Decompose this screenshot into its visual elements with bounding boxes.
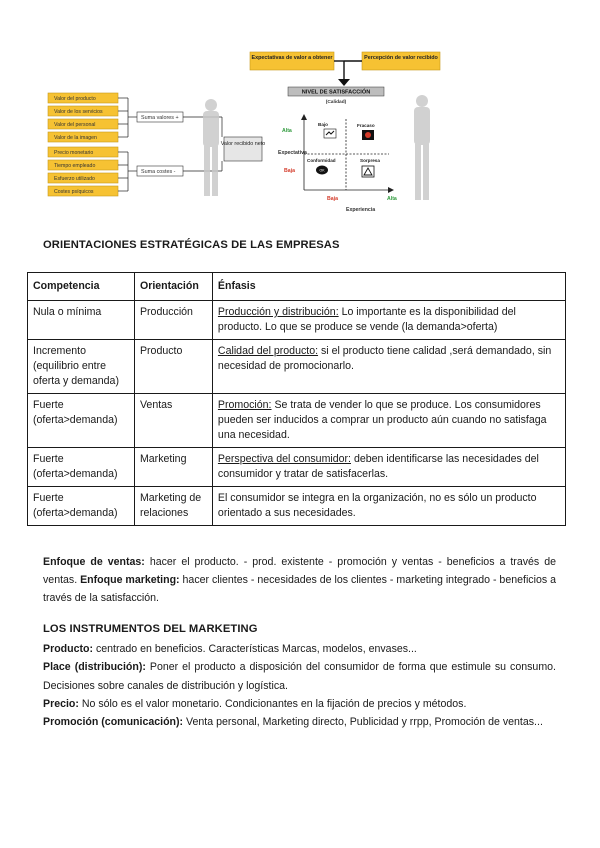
cell-enfasis (212, 301, 565, 340)
section-heading-orientations: ORIENTACIONES ESTRATÉGICAS DE LAS EMPRESAS (43, 239, 340, 251)
quality-label: (Calidad) (325, 100, 347, 105)
cost-item: Tiempo empleado (54, 163, 96, 169)
cell-enfasis (212, 448, 565, 487)
emphasis-text: deben identificarse las necesidades del consumidor y tratar de satisfacerlas. (217, 453, 539, 480)
cell-orientacion: Producto (134, 340, 212, 394)
x-low-label: Baja (327, 196, 338, 202)
cell-enfasis (212, 394, 565, 448)
list-item (43, 695, 556, 713)
instrument-label: Promoción (comunicación): (43, 716, 184, 729)
net-value-box: Valor recibido neto (220, 141, 266, 147)
cell-enfasis (212, 487, 565, 526)
cost-item: Esfuerzo utilizado (54, 176, 95, 182)
failure-icon (362, 130, 374, 140)
cell-orientacion: Producción (134, 301, 212, 340)
emphasis-title: Calidad del producto: (217, 345, 319, 357)
person-silhouette-icon (414, 95, 430, 200)
instruments-list (43, 640, 556, 731)
quadrant-bl: Conformidad (307, 158, 336, 163)
quadrant-br: Sorpresa (360, 158, 380, 163)
svg-text:OK: OK (319, 168, 325, 173)
x-high-label: Alta (387, 196, 397, 202)
instrument-label: Producto: (43, 643, 94, 655)
quadrant-tl: Bajo (318, 122, 328, 127)
section-heading-instruments: LOS INSTRUMENTOS DEL MARKETING (43, 623, 258, 635)
column-header: Énfasis (212, 273, 565, 301)
emphasis-title: Promoción: (217, 399, 272, 411)
cell-competencia: Incremento (equilibrio entre oferta y demanda) (28, 340, 135, 394)
column-header: Competencia (28, 273, 135, 301)
perception-box: Percepción de valor recibido (364, 55, 438, 61)
value-boxes (48, 93, 118, 196)
marketing-approach-label: Enfoque marketing: (80, 574, 180, 586)
cell-competencia: Nula o mínima (28, 301, 135, 340)
cost-item: Precio monetario (54, 150, 94, 156)
column-header: Orientación (134, 273, 212, 301)
cell-competencia: Fuerte (oferta>demanda) (28, 448, 135, 487)
expectations-box: Expectativas de valor a obtener (251, 55, 333, 61)
instrument-text: centrado en beneficios. Características Marcas, modelos, envases... (93, 643, 417, 655)
satisfaction-diagram (44, 49, 442, 214)
sum-values-box: Suma valores + (141, 115, 179, 121)
handshake-icon (324, 129, 336, 138)
cell-orientacion: Marketing (134, 448, 212, 487)
approaches-paragraph (43, 553, 556, 607)
table-header-row (28, 273, 566, 301)
list-item (43, 640, 556, 658)
emphasis-text: si el producto tiene calidad ,será demandado, sin necesidad de promocionarlo. (217, 345, 552, 372)
y-low-label: Baja (284, 168, 295, 174)
emphasis-text: Lo importante es la disponibilidad del producto. Lo que se produce se vende (la demanda>oferta) (217, 306, 516, 333)
emphasis-text: El consumidor se integra en la organización, no es sólo un producto orientado a sus necesidades. (217, 492, 537, 519)
x-axis-label: Experiencia (346, 207, 376, 213)
satisfaction-level-title: NIVEL DE SATISFACCIÓN (301, 89, 371, 96)
conformity-icon (316, 166, 328, 175)
quadrant-icons (316, 129, 374, 177)
person-silhouette-icon (203, 99, 219, 196)
instrument-text: Poner el producto a disposición del consumidor de forma que estimule su consumo. Decisiones sobre canales de distribución y logística. (43, 661, 556, 692)
orientations-table (27, 272, 566, 526)
sales-approach-text: hacer el producto. - prod. existente - promoción y ventas - beneficios a través de ventas. (43, 556, 556, 586)
cell-competencia: Fuerte (oferta>demanda) (28, 394, 135, 448)
sum-costs-box: Suma costes - (141, 169, 176, 175)
value-item: Valor de la imagen (54, 135, 97, 141)
value-item: Valor de los servicios (54, 109, 103, 115)
value-item: Valor del personal (54, 122, 96, 128)
cell-enfasis (212, 340, 565, 394)
sales-approach-label: Enfoque de ventas: (43, 556, 145, 568)
y-high-label: Alta (282, 128, 292, 134)
table-row (28, 301, 566, 340)
table-row (28, 448, 566, 487)
emphasis-title: Perspectiva del consumidor: (217, 453, 351, 465)
instrument-text: Venta personal, Marketing directo, Publicidad y rrpp, Promoción de ventas... (183, 716, 543, 729)
cell-competencia: Fuerte (oferta>demanda) (28, 487, 135, 526)
cell-orientacion: Ventas (134, 394, 212, 448)
instrument-text: No sólo es el valor monetario. Condicionantes en la fijación de precios y métodos. (78, 697, 467, 710)
surprise-icon (362, 166, 374, 177)
emphasis-text: Se trata de vender lo que se produce. Los consumidores pueden ser inducidos a comprar un producto aún cuando no satisfaga una necesidad. (217, 399, 547, 441)
quadrant-tr: Fracaso (357, 123, 375, 128)
value-item: Valor del producto (54, 96, 96, 102)
list-item (43, 713, 556, 731)
instrument-label: Place (distribución): (43, 661, 146, 674)
list-item (43, 658, 556, 695)
y-axis-label: Expectativa (278, 150, 307, 156)
table-row (28, 487, 566, 526)
cell-orientacion: Marketing de relaciones (134, 487, 212, 526)
emphasis-title: Producción y distribución: (217, 306, 339, 318)
cost-item: Costes psíquicos (54, 189, 94, 195)
marketing-approach-text: hacer clientes - necesidades de los clientes - marketing integrado - beneficios a través de la satisfacción. (43, 574, 556, 604)
table-row (28, 340, 566, 394)
table-row (28, 394, 566, 448)
instrument-label: Precio: (43, 697, 79, 710)
